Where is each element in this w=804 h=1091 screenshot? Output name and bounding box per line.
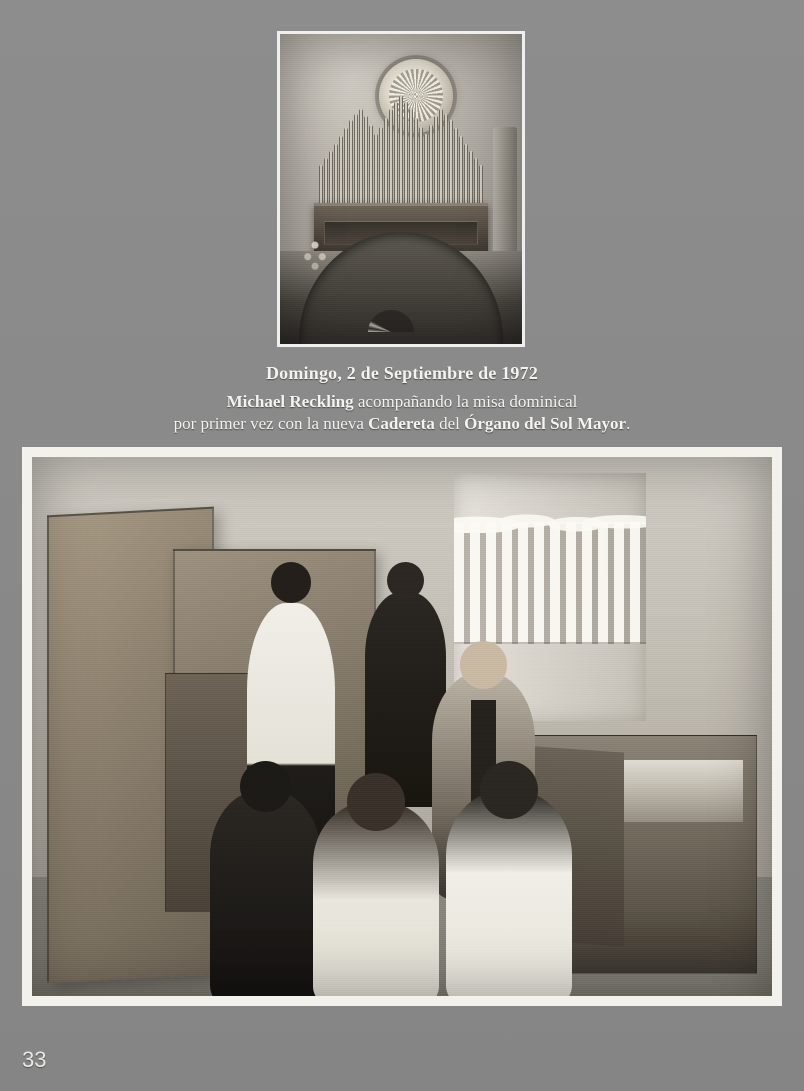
organ-pipes — [314, 96, 488, 206]
bottom-photograph — [32, 457, 772, 996]
head — [460, 641, 508, 689]
head — [240, 761, 291, 812]
person-foreground-middle — [313, 802, 439, 996]
person-foreground-right — [446, 791, 572, 996]
caption-line-3-text-3: . — [626, 414, 631, 434]
photo-caption — [0, 362, 804, 436]
bottom-photograph-frame — [22, 447, 782, 1006]
caption-term-cadereta: Cadereta — [368, 414, 435, 434]
caption-line-2 — [0, 391, 804, 413]
person-foreground-left — [210, 791, 321, 996]
head — [480, 761, 538, 819]
head — [347, 773, 405, 831]
caption-term-organo: Órgano del Sol Mayor — [464, 414, 627, 434]
head — [387, 562, 424, 599]
top-photograph — [280, 34, 522, 344]
top-photograph-frame — [277, 31, 525, 347]
caption-line-3-text-1: por primer vez con la nueva — [173, 414, 369, 434]
caption-line-2-text: acompañando la misa dominical — [353, 391, 578, 411]
caption-person-name: Michael Reckling — [226, 391, 354, 411]
head — [271, 562, 312, 603]
organ-side-panel — [493, 127, 517, 263]
caption-line-3-text-2: del — [434, 414, 465, 434]
chandelier — [302, 239, 328, 273]
page-number: 33 — [22, 1047, 47, 1072]
carved-capital — [454, 522, 646, 645]
caption-date: Domingo, 2 de Septiembre de 1972 — [265, 363, 539, 383]
caption-line-3 — [0, 413, 804, 435]
